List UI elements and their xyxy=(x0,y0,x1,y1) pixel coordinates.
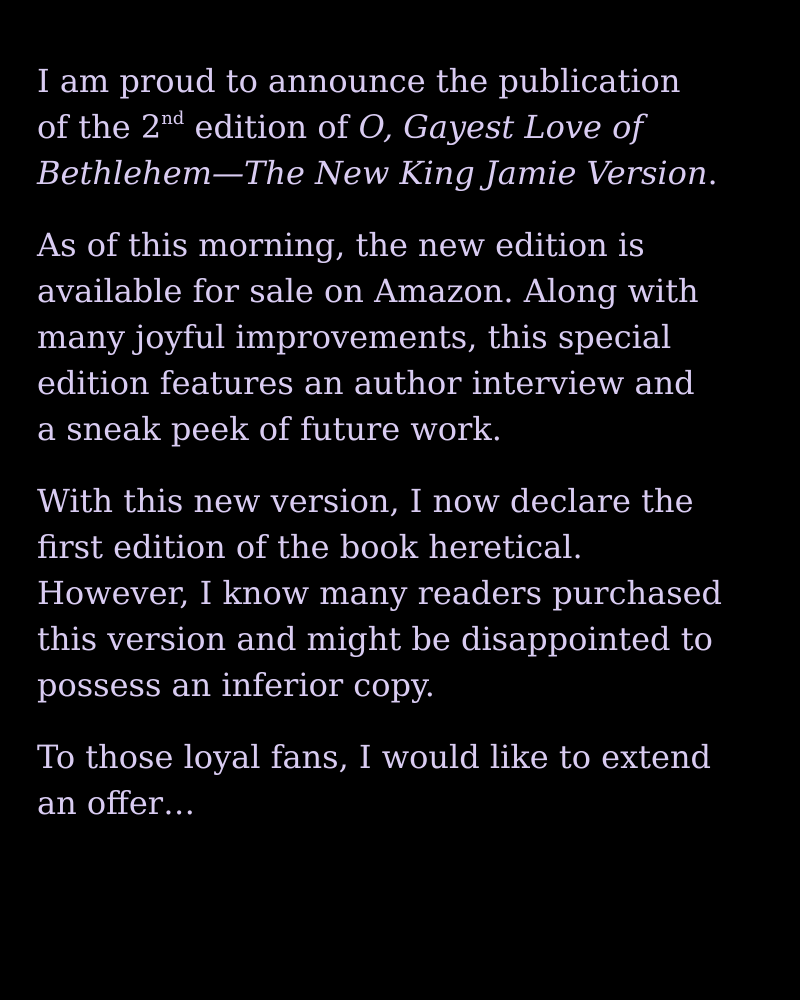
text-line: edition features an author interview and xyxy=(37,364,695,402)
book-title: Bethlehem—The New King Jamie Version xyxy=(37,154,708,192)
text-line xyxy=(37,150,777,196)
book-title: O, Gayest Love of xyxy=(358,108,644,146)
paragraph-announcement xyxy=(37,58,777,196)
text-line: many joyful improvements, this special xyxy=(37,318,672,356)
text-line: To those loyal fans, I would like to extend xyxy=(37,738,712,776)
text-fragment: edition of xyxy=(184,108,359,146)
text-line xyxy=(37,104,777,150)
text-fragment: of the 2 xyxy=(37,108,162,146)
text-line: possess an inferior copy. xyxy=(37,666,435,704)
ordinal-superscript: nd xyxy=(161,108,185,130)
text-fragment: . xyxy=(707,154,718,192)
text-line: a sneak peek of future work. xyxy=(37,410,502,448)
paragraph-declaration xyxy=(37,478,777,708)
text-line: this version and might be disappointed to xyxy=(37,620,713,658)
paragraph-availability xyxy=(37,222,777,452)
text-line: However, I know many readers purchased xyxy=(37,574,723,612)
text-line: I am proud to announce the publication xyxy=(37,62,681,100)
text-line: With this new version, I now declare the xyxy=(37,482,694,520)
paragraph-offer xyxy=(37,734,777,826)
announcement-text xyxy=(37,58,777,852)
text-line: an offer… xyxy=(37,784,196,822)
text-line: first edition of the book heretical. xyxy=(37,528,583,566)
text-line: As of this morning, the new edition is xyxy=(37,226,645,264)
text-line: available for sale on Amazon. Along with xyxy=(37,272,699,310)
